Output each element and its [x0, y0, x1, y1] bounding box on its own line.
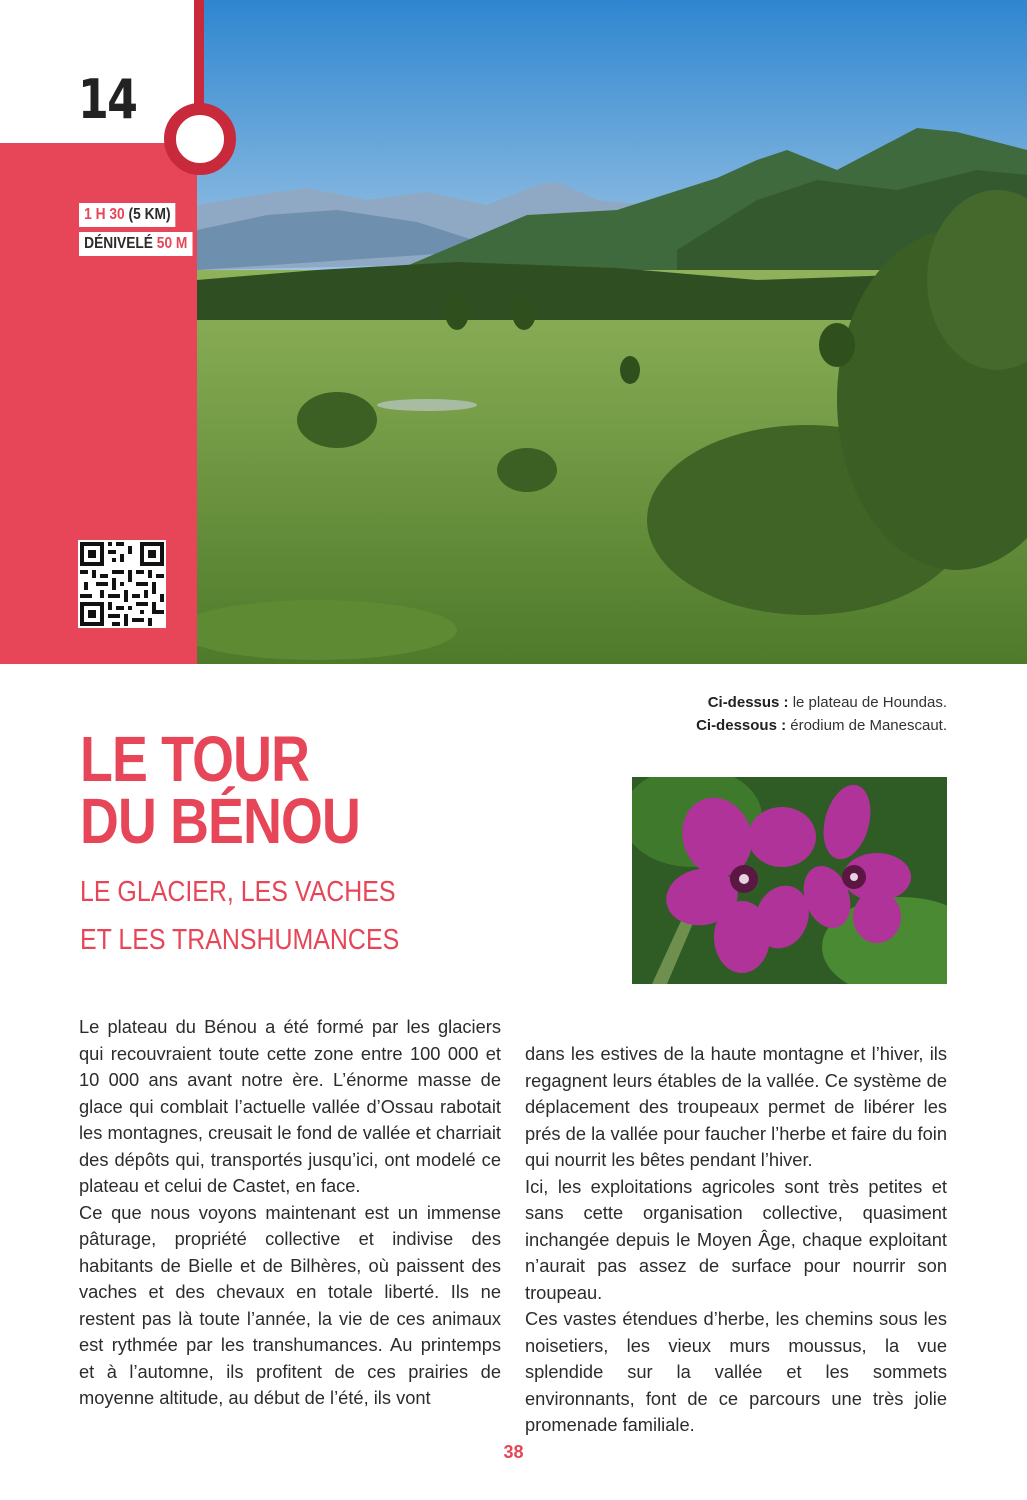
caption-below-text: érodium de Manescaut.: [786, 717, 947, 734]
flower-illustration: [632, 777, 947, 984]
route-number: 14: [78, 68, 137, 131]
elevation-badge: [79, 232, 193, 256]
caption-above: [708, 692, 947, 714]
body-column-left: [79, 1014, 501, 1412]
route-marker-icon: [164, 103, 236, 175]
body-paragraph: Ici, les exploitations agricoles sont très petites et sans cette organisation collective, quasiment inchangée depuis le Moyen Âge, chaque exploitant n’aurait pas assez de surface pour nourrir son troupeau.: [525, 1175, 947, 1303]
elevation-label: DÉNIVELÉ: [84, 235, 153, 252]
body-column-right: [525, 1041, 947, 1439]
caption-above-label: Ci-dessus :: [707, 694, 789, 711]
body-paragraph: Le plateau du Bénou a été formé par les glaciers qui recouvraient toute cette zone entre 100 000 et 10 000 ans avant notre ère. L’énorme masse de glace qui comblait l’actuelle vallée d’Ossau rabotait les montagnes, creusait le fond de vallée et charriait des dépôts qui, transportés jusqu’ici, ont modelé ce plateau et celui de Castet, en face.: [79, 1016, 501, 1196]
duration-distance: (5 KM): [128, 206, 171, 223]
subtitle-line-2: ET LES TRANSHUMANCES: [80, 924, 400, 956]
caption-below-label: Ci-dessous :: [696, 717, 787, 734]
landscape-photo: [197, 0, 1027, 664]
page-number: 38: [503, 1442, 524, 1462]
landscape-illustration: [197, 0, 1027, 664]
body-paragraph: dans les estives de la haute montagne et l’hiver, ils regagnent leurs étables de la vallée. Ce système de déplacement des troupeaux permet de libérer les prés de la vallée pour faucher l’herbe et faire du foin qui nourrit les bêtes pendant l’hiver.: [525, 1043, 947, 1170]
title-line-1: LE TOUR: [80, 723, 310, 795]
subtitle-line-1: LE GLACIER, LES VACHES: [80, 876, 396, 908]
duration-badge: [79, 203, 176, 227]
flower-photo: [632, 777, 947, 984]
caption-above-text: le plateau de Houndas.: [788, 694, 947, 711]
body-paragraph: Ce que nous voyons maintenant est un immense pâturage, propriété collective et indivise des habitants de Bielle et de Bilhères, où paissent des vaches et des chevaux en totale liberté. Ils ne restent pas là toute l’année, la vie de ces animaux est rythmée par les transhumances. Au printemps et à l’automne, ils profitent de ces prairies de moyenne altitude, au début de l’été, ils vont: [79, 1201, 501, 1408]
duration-time: 1 H 30: [84, 206, 125, 223]
qr-code-icon: [78, 540, 166, 628]
title-line-2: DU BÉNOU: [80, 785, 361, 857]
page-title: [80, 723, 361, 857]
caption-below: [696, 715, 947, 737]
page-subtitle: [80, 868, 399, 964]
body-paragraph: Ces vastes étendues d’herbe, les chemins sous les noisetiers, les vieux murs moussus, la vue splendide sur la vallée et les sommets environnants, font de ce parcours une très jolie promenade familiale.: [525, 1308, 947, 1435]
elevation-value: 50 M: [156, 235, 188, 252]
qr-code[interactable]: [78, 540, 166, 628]
route-marker-stem: [194, 0, 204, 110]
